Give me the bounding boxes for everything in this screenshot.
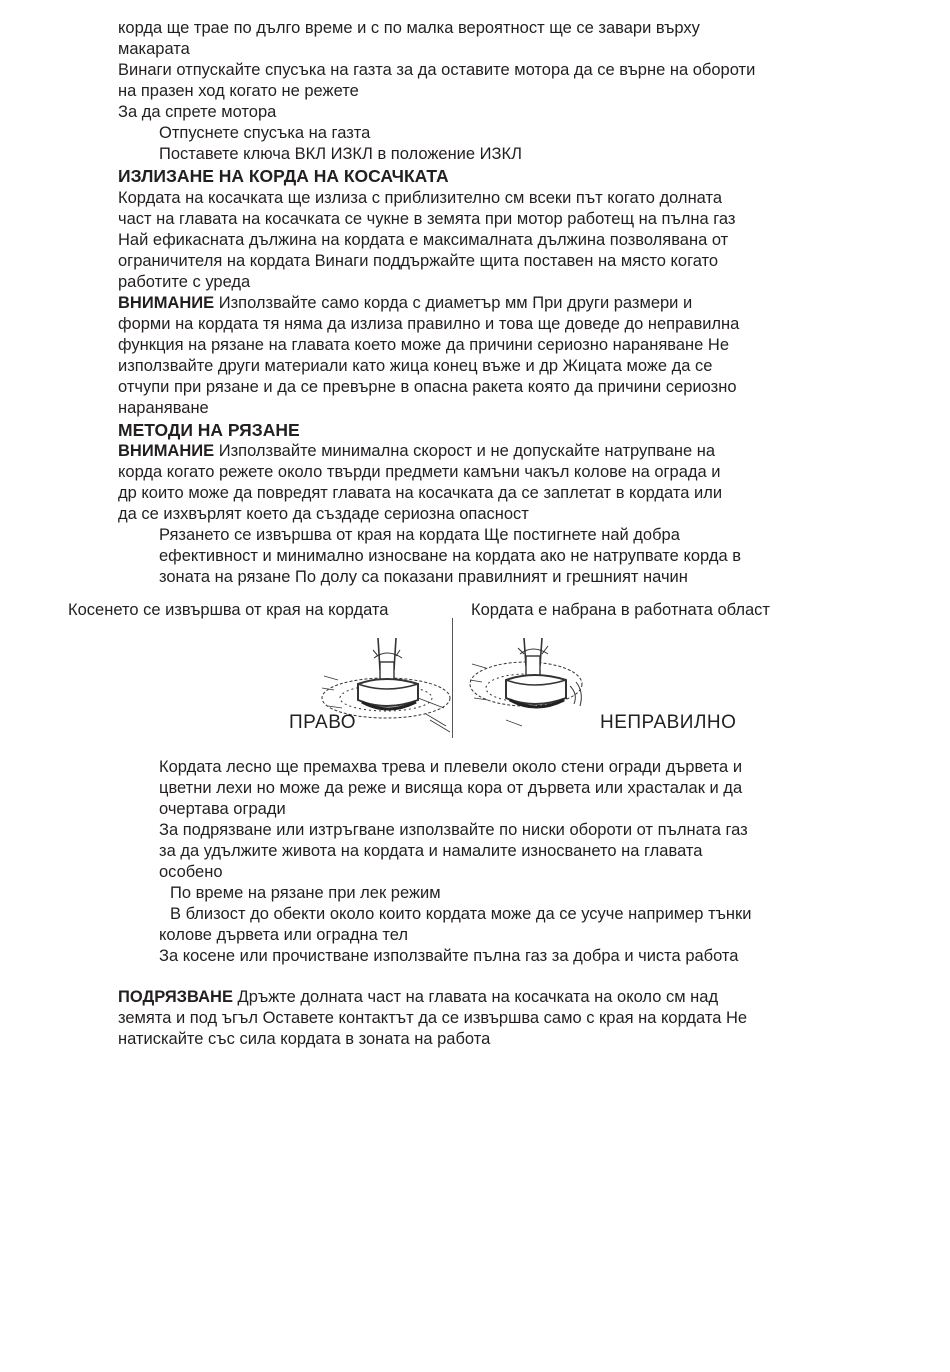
text-line: работите с уреда xyxy=(118,273,251,291)
label-incorrect: НЕПРАВИЛНО xyxy=(600,712,737,733)
trimming-text: Дръжте долната част на главата на косачката на около см над xyxy=(232,988,719,1006)
warning-label: ВНИМАНИЕ xyxy=(118,294,215,312)
trimming-paragraph-first xyxy=(118,987,718,1008)
text-line: земята и под ъгъл Оставете контактът да се извършва само с края на кордата Не xyxy=(118,1009,748,1027)
indented-line: За подрязване или изтръгване използвайте по ниски обороти от пълната газ xyxy=(159,821,748,839)
indented-line: Рязането се извършва от края на кордата Ще постигнете най добра xyxy=(159,526,680,544)
indented-line: особено xyxy=(159,863,223,881)
text-line: на празен ход когато не режете xyxy=(118,82,359,100)
warning-label: ВНИМАНИЕ xyxy=(118,442,215,460)
text-line: част на главата на косачката се чукне в земята при мотор работещ на пълна газ xyxy=(118,210,736,228)
text-line: Винаги отпускайте спусъка на газта за да оставите мотора да се върне на обороти xyxy=(118,61,756,79)
figure-caption-right: Кордата е набрана в работната област xyxy=(471,601,770,619)
warning-line xyxy=(118,441,715,462)
warning-line xyxy=(118,293,692,314)
section-heading: ИЗЛИЗАНЕ НА КОРДА НА КОСАЧКАТА xyxy=(118,166,449,186)
text-line: форми на кордата тя няма да излиза правилно и това ще доведе до неправилна xyxy=(118,315,740,333)
bullet-item: В близост до обекти около които кордата може да се усуче например тънки xyxy=(170,905,752,923)
text-line: да се изхвърлят което да създаде сериозна опасност xyxy=(118,505,529,523)
step-item: Отпуснете спусъка на газта xyxy=(159,124,371,142)
text-line: ограничителя на кордата Винаги поддържайте щита поставен на място когато xyxy=(118,252,719,270)
warning-text: Използвайте минимална скорост и не допускайте натрупване на xyxy=(214,442,716,460)
text-line: отчупи при рязане и да се превърне в опасна ракета която да причини сериозно xyxy=(118,378,737,396)
indented-line: цветни лехи но може да реже и висяща кора от дървета или храсталак и да xyxy=(159,779,743,797)
text-line: др които може да повредят главата на косачката да се заплетат в кордата или xyxy=(118,484,723,502)
indented-line: за да удължите живота на кордата и намалите износването на главата xyxy=(159,842,703,860)
text-line: макарата xyxy=(118,40,190,58)
indented-line: ефективност и минимално износване на кордата ако не натрупвате корда в xyxy=(159,547,741,565)
trimmer-head-incorrect-illustration xyxy=(466,636,596,741)
section-heading: МЕТОДИ НА РЯЗАНЕ xyxy=(118,420,300,440)
step-item: Поставете ключа ВКЛ ИЗКЛ в положение ИЗКЛ xyxy=(159,145,522,163)
text-line: натискайте със сила кордата в зоната на работа xyxy=(118,1030,491,1048)
text-line: корда когато режете около твърди предмети камъни чакъл колове на ограда и xyxy=(118,463,721,481)
text-line: За да спрете мотора xyxy=(118,103,277,121)
indented-line: зоната на рязане По долу са показани правилният и грешният начин xyxy=(159,568,688,586)
indented-line: колове дървета или оградна тел xyxy=(159,926,408,944)
warning-text: Използвайте само корда с диаметър мм При други размери и xyxy=(214,294,693,312)
figure-caption-left: Косенето се извършва от края на кордата xyxy=(68,601,389,619)
text-line: Кордата на косачката ще излиза с приблизително см всеки път когато долната xyxy=(118,189,723,207)
text-line: нараняване xyxy=(118,399,209,417)
text-line: корда ще трае по дълго време и с по малка вероятност ще се завари върху xyxy=(118,19,700,37)
bullet-item: По време на рязане при лек режим xyxy=(170,884,441,902)
text-line: използвайте други материали като жица конец въже и др Жицата може да се xyxy=(118,357,713,375)
trimming-label: ПОДРЯЗВАНЕ xyxy=(118,988,233,1006)
indented-line: очертава огради xyxy=(159,800,286,818)
indented-line: За косене или прочистване използвайте пълна газ за добра и чиста работа xyxy=(159,947,739,965)
label-correct: ПРАВО xyxy=(289,712,357,733)
indented-line: Кордата лесно ще премахва трева и плевели около стени огради дървета и xyxy=(159,758,743,776)
text-line: Най ефикасната дължина на кордата е максималната дължина позволявана от xyxy=(118,231,729,249)
text-line: функция на рязане на главата което може да причини сериозно нараняване Не xyxy=(118,336,730,354)
